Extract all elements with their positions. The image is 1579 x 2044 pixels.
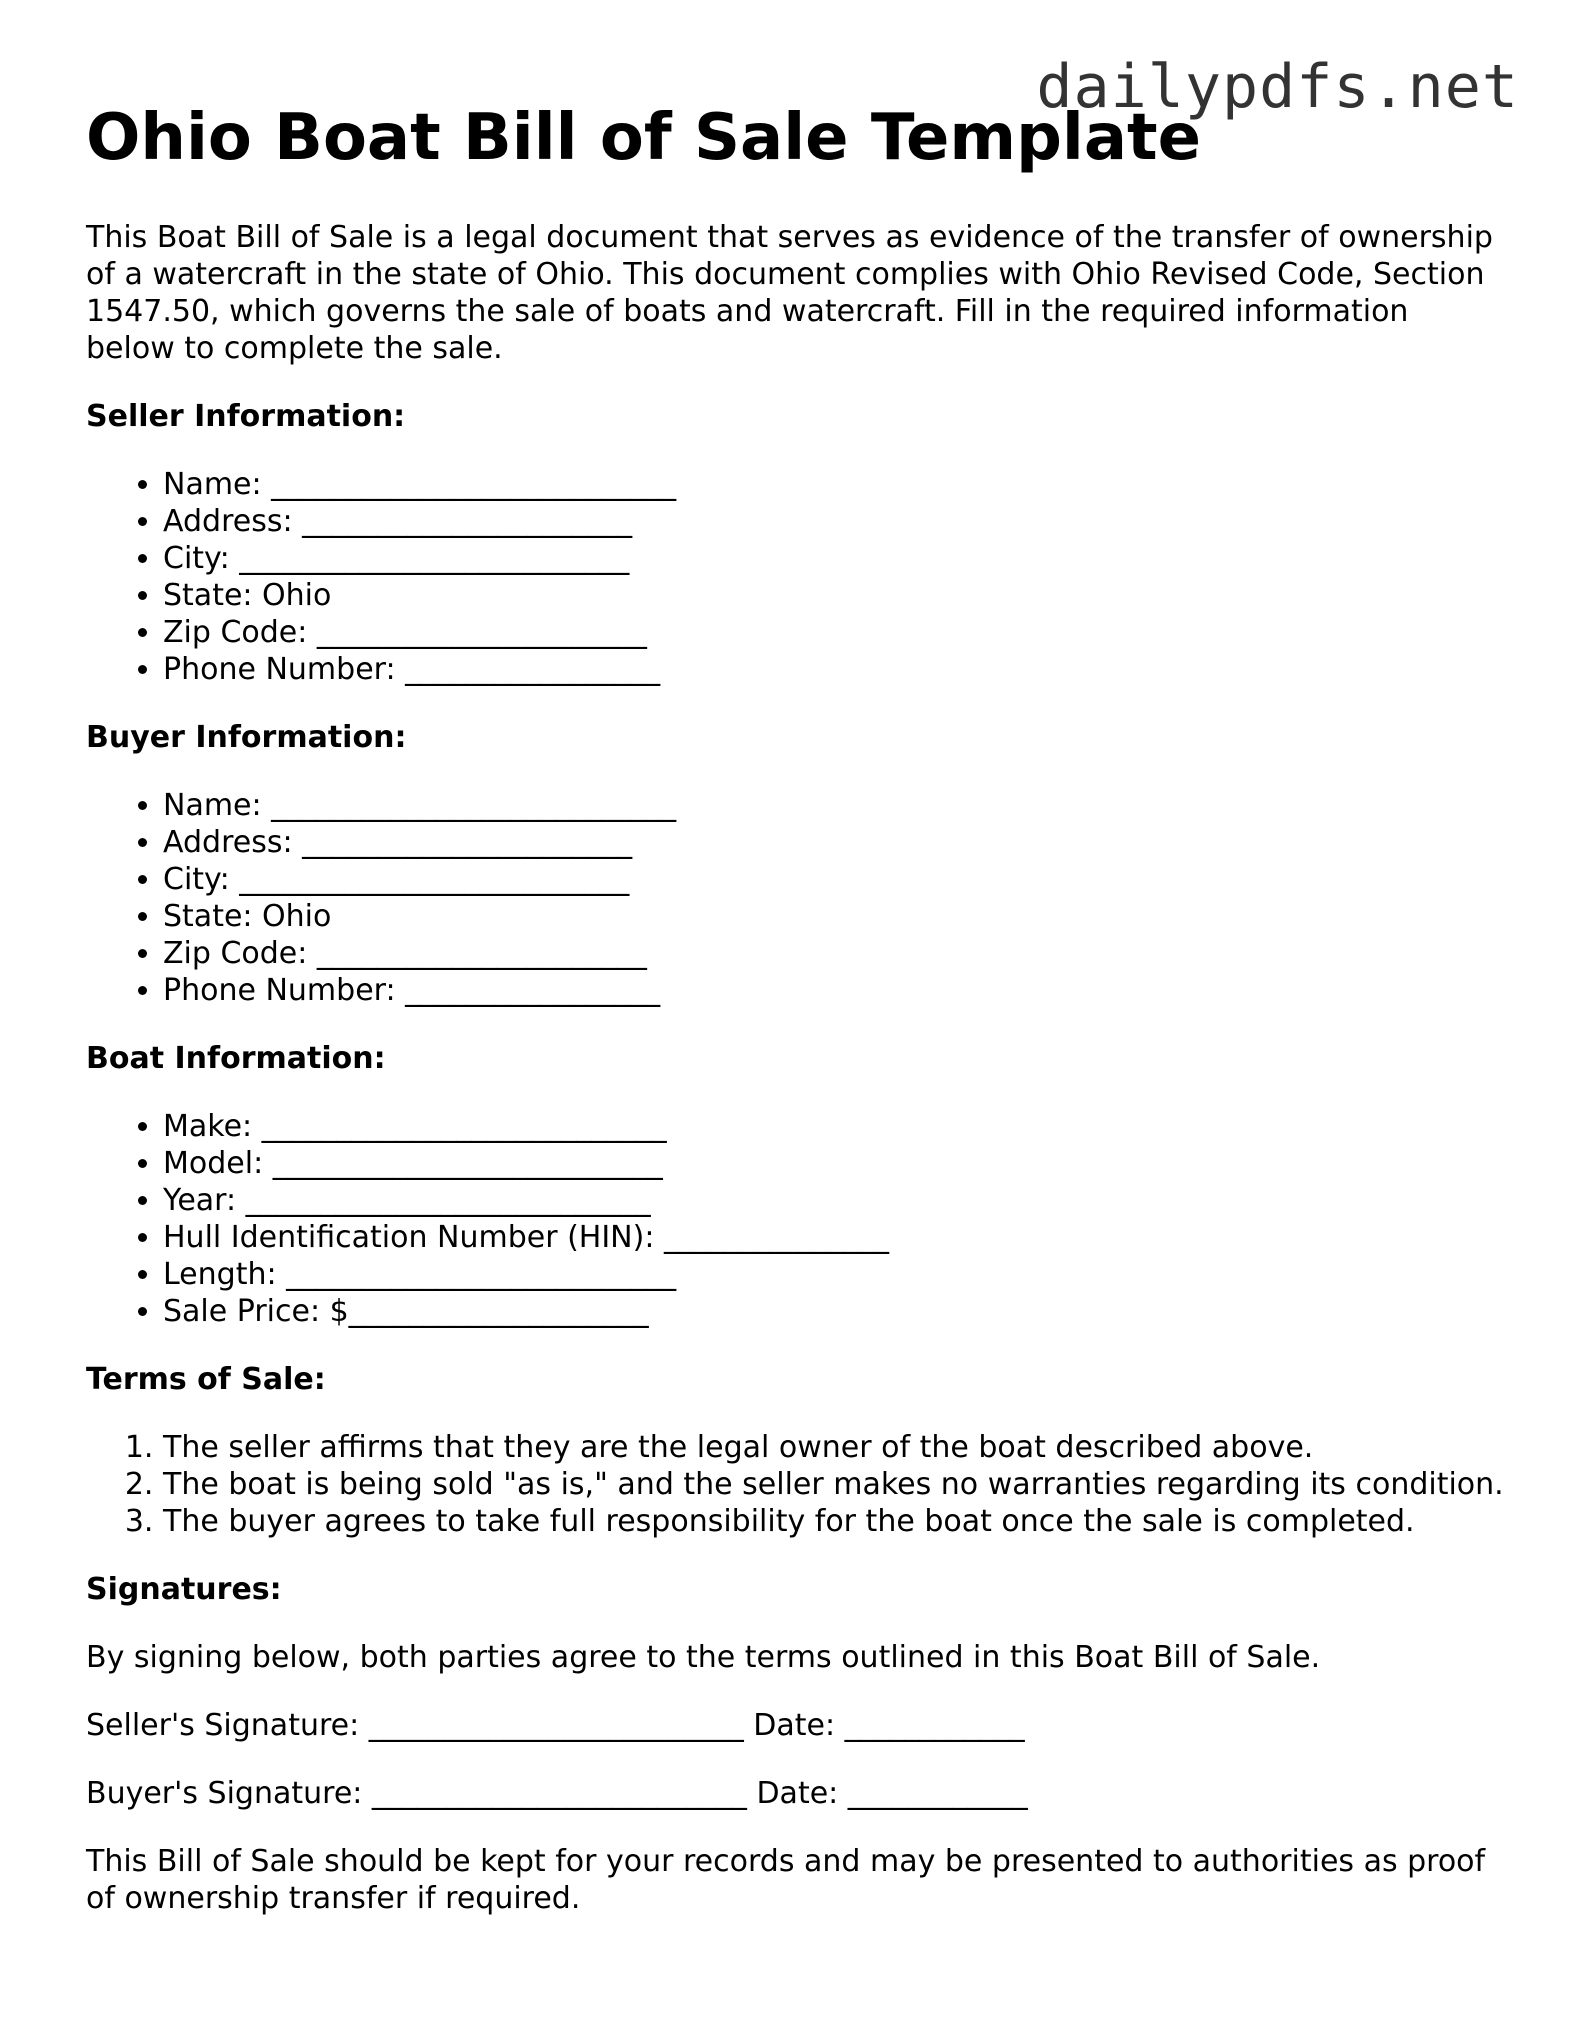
buyer-state-field: • State: Ohio (163, 898, 1506, 935)
intro-paragraph: This Boat Bill of Sale is a legal document that serves as evidence of the transfer of ownership of a watercraft in the state of Ohio. This document complies with Ohio Revised Code, Section 1547.50, which governs the sale of boats and watercraft. Fill in the required information below to complete the sale. (86, 219, 1493, 366)
terms-heading: Terms of Sale: (86, 1361, 326, 1397)
seller-list (86, 466, 1506, 688)
document-title: Ohio Boat Bill of Sale Template (86, 101, 1202, 175)
boat-price-field: • Sale Price: $____________________ (163, 1293, 1506, 1330)
boat-make-field: • Make: ___________________________ (163, 1108, 1506, 1145)
boat-heading: Boat Information: (86, 1040, 386, 1076)
footer-note: This Bill of Sale should be kept for your records and may be presented to authorities as proof of ownership transfer if required. (86, 1843, 1486, 1916)
buyer-zip-field: • Zip Code: ______________________ (163, 935, 1506, 972)
boat-year-field: • Year: ___________________________ (163, 1182, 1506, 1219)
buyer-city-field: • City: __________________________ (163, 861, 1506, 898)
signatures-heading: Signatures: (86, 1571, 282, 1607)
document-page (86, 100, 1506, 1948)
terms-item: 2. The boat is being sold "as is," and the seller makes no warranties regarding its condition. (163, 1466, 1506, 1503)
buyer-address-field: • Address: ______________________ (163, 824, 1506, 861)
seller-city-field: • City: __________________________ (163, 540, 1506, 577)
terms-item: 1. The seller affirms that they are the legal owner of the boat described above. (163, 1429, 1506, 1466)
seller-address-field: • Address: ______________________ (163, 503, 1506, 540)
boat-length-field: • Length: __________________________ (163, 1256, 1506, 1293)
seller-state-field: • State: Ohio (163, 577, 1506, 614)
buyer-name-field: • Name: ___________________________ (163, 787, 1506, 824)
boat-model-field: • Model: __________________________ (163, 1145, 1506, 1182)
seller-heading: Seller Information: (86, 398, 406, 434)
buyer-phone-field: • Phone Number: _________________ (163, 972, 1506, 1009)
seller-signature-line: Seller's Signature: _________________________ Date: ____________ (86, 1707, 1025, 1743)
boat-hin-field: • Hull Identification Number (HIN): _______________ (163, 1219, 1506, 1256)
buyer-heading: Buyer Information: (86, 719, 407, 755)
seller-phone-field: • Phone Number: _________________ (163, 651, 1506, 688)
buyer-list (86, 787, 1506, 1009)
boat-list (86, 1108, 1506, 1330)
terms-list (86, 1429, 1506, 1540)
buyer-signature-line: Buyer's Signature: _________________________ Date: ____________ (86, 1775, 1028, 1811)
signatures-statement: By signing below, both parties agree to the terms outlined in this Boat Bill of Sale. (86, 1639, 1321, 1675)
watermark: dailypdfs.net (1036, 52, 1519, 122)
seller-zip-field: • Zip Code: ______________________ (163, 614, 1506, 651)
seller-name-field: • Name: ___________________________ (163, 466, 1506, 503)
terms-item: 3. The buyer agrees to take full responsibility for the boat once the sale is completed. (163, 1503, 1506, 1540)
